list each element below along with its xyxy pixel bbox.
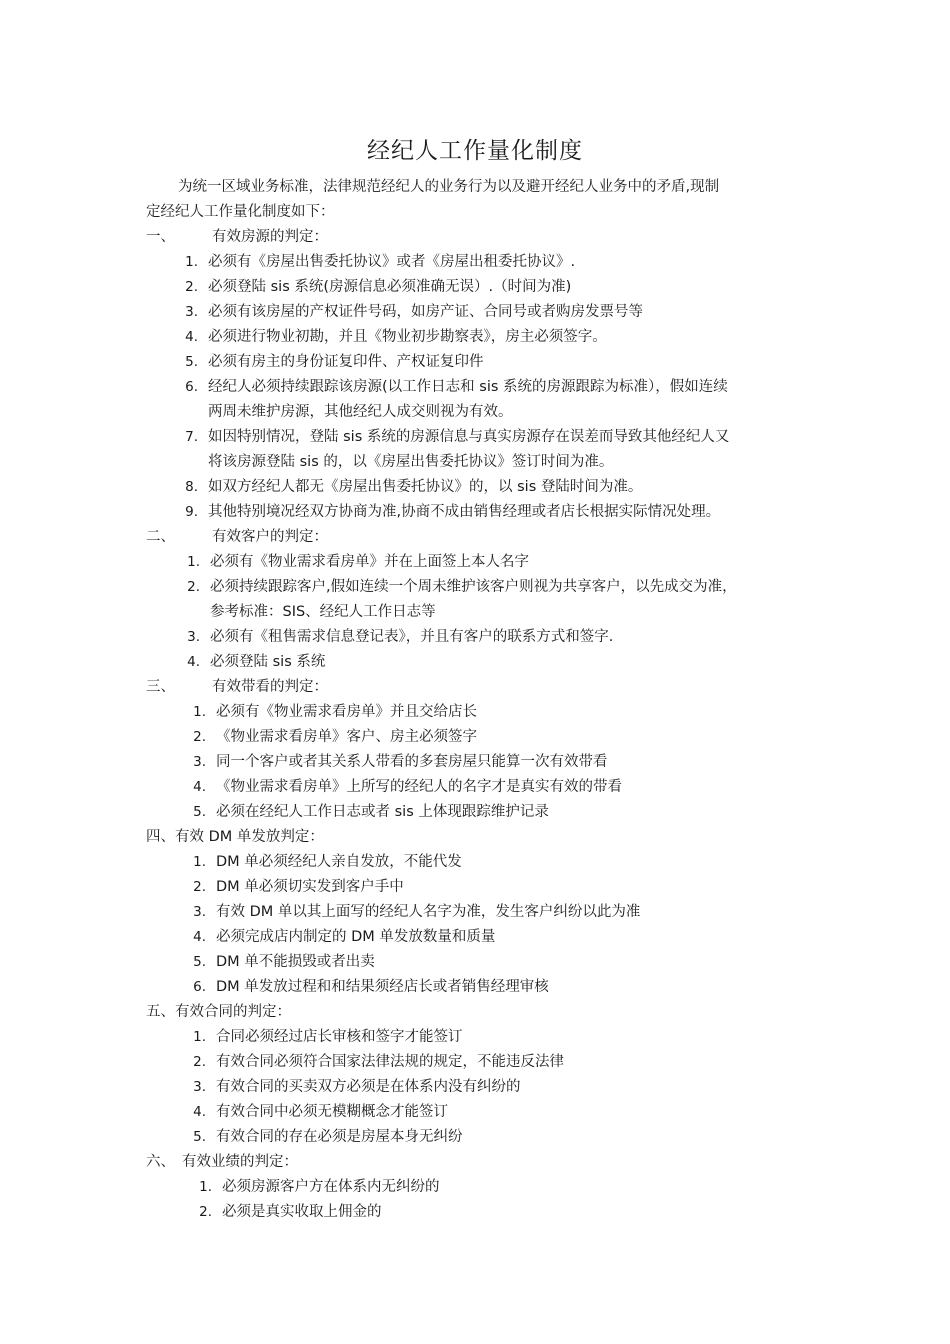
item-text: 其他特别境况经双方协商为准,协商不成由销售经理或者店长根据实际情况处理。 [208, 504, 721, 520]
item-number: 4. [193, 1104, 206, 1120]
item-number: 2. [193, 729, 206, 745]
intro-line-1: 为统一区域业务标准，法律规范经纪人的业务行为以及避开经纪人业务中的矛盾,现制 [178, 179, 720, 195]
item-number: 1. [193, 704, 206, 720]
section-number: 一、 [146, 229, 175, 245]
item-text: 必须完成店内制定的 DM 单发放数量和质量 [216, 929, 496, 945]
item-number: 1. [193, 854, 206, 870]
section-number: 三、 [146, 679, 175, 695]
item-text: 合同必须经过店长审核和签字才能签订 [216, 1029, 463, 1045]
item-number: 6. [193, 979, 206, 995]
item-number: 5. [193, 804, 206, 820]
item-text: 有效合同中必须无模糊概念才能签订 [216, 1104, 448, 1120]
item-number: 5. [185, 354, 198, 370]
section-title: 有效合同的判定： [175, 1004, 291, 1020]
item-number: 3. [193, 1079, 206, 1095]
item-number: 4. [193, 779, 206, 795]
section-heading [146, 675, 328, 700]
item-text: 参考标准：SIS、经纪人工作日志等 [210, 604, 436, 620]
item-number: 2. [187, 579, 200, 595]
item-text: 必须有《房屋出售委托协议》或者《房屋出租委托协议》. [208, 254, 576, 270]
section-heading [146, 1000, 291, 1025]
item-number: 3. [193, 904, 206, 920]
item-number: 3. [185, 304, 198, 320]
item-number: 4. [193, 929, 206, 945]
item-number: 5. [193, 1129, 206, 1145]
item-text: DM 单必须经纪人亲自发放，不能代发 [216, 854, 462, 870]
section-title: 有效房源的判定： [212, 229, 328, 245]
item-text: 必须有《物业需求看房单》并在上面签上本人名字 [210, 554, 529, 570]
document-title: 经纪人工作量化制度 [367, 138, 583, 164]
item-text: 如双方经纪人都无《房屋出售委托协议》的，以 sis 登陆时间为准。 [208, 479, 643, 495]
section-number: 四、 [146, 829, 175, 845]
item-number: 3. [187, 629, 200, 645]
item-text: 将该房源登陆 sis 的，以《房屋出售委托协议》签订时间为准。 [208, 454, 614, 470]
section-title: 有效 DM 单发放判定： [175, 829, 324, 845]
item-text: 有效合同必须符合国家法律法规的规定，不能违反法律 [216, 1054, 564, 1070]
item-number: 4. [185, 329, 198, 345]
item-text: 必须登陆 sis 系统(房源信息必须准确无误）.（时间为准) [208, 279, 572, 295]
item-text: 如因特别情况，登陆 sis 系统的房源信息与真实房源存在误差而导致其他经纪人又 [208, 429, 730, 445]
section-heading [146, 825, 324, 850]
item-text: 有效 DM 单以其上面写的经纪人名字为准，发生客户纠纷以此为准 [216, 904, 641, 920]
item-text: 必须是真实收取上佣金的 [222, 1204, 382, 1220]
item-text: 必须有《物业需求看房单》并且交给店长 [216, 704, 477, 720]
item-text: 有效合同的买卖双方必须是在体系内没有纠纷的 [216, 1079, 521, 1095]
item-text: DM 单必须切实发到客户手中 [216, 879, 404, 895]
item-text: 经纪人必须持续跟踪该房源(以工作日志和 sis 系统的房源跟踪为标准），假如连续 [208, 379, 728, 395]
item-text: 必须有该房屋的产权证件号码，如房产证、合同号或者购房发票号等 [208, 304, 643, 320]
item-text: 必须有房主的身份证复印件、产权证复印件 [208, 354, 484, 370]
item-text: DM 单发放过程和和结果须经店长或者销售经理审核 [216, 979, 549, 995]
section-heading [146, 525, 328, 550]
section-number: 五、 [146, 1004, 175, 1020]
item-number: 4. [187, 654, 200, 670]
item-text: 必须有《租售需求信息登记表》，并且有客户的联系方式和签字. [210, 629, 614, 645]
section-title: 有效业绩的判定： [182, 1154, 298, 1170]
section-title: 有效客户的判定： [212, 529, 328, 545]
item-number: 1. [187, 554, 200, 570]
item-number: 2. [199, 1204, 212, 1220]
item-text: 有效合同的存在必须是房屋本身无纠纷 [216, 1129, 463, 1145]
item-text: 《物业需求看房单》上所写的经纪人的名字才是真实有效的带看 [216, 779, 622, 795]
item-text: 必须在经纪人工作日志或者 sis 上体现跟踪维护记录 [216, 804, 549, 820]
item-text: 必须房源客户方在体系内无纠纷的 [222, 1179, 440, 1195]
item-text: DM 单不能损毁或者出卖 [216, 954, 375, 970]
item-number: 2. [185, 279, 198, 295]
item-text: 必须持续跟踪客户,假如连续一个周未维护该客户则视为共享客户，以先成交为准， [210, 579, 737, 595]
section-number: 二、 [146, 529, 175, 545]
item-number: 7. [185, 429, 198, 445]
intro-line-2: 定经纪人工作量化制度如下： [146, 204, 335, 220]
item-number: 2. [193, 879, 206, 895]
item-text: 必须登陆 sis 系统 [210, 654, 326, 670]
item-number: 9. [185, 504, 198, 520]
item-text: 《物业需求看房单》客户、房主必须签字 [216, 729, 477, 745]
section-number: 六、 [146, 1154, 175, 1170]
item-number: 1. [193, 1029, 206, 1045]
item-number: 3. [193, 754, 206, 770]
item-text: 必须进行物业初勘，并且《物业初步勘察表》，房主必须签字。 [208, 329, 607, 345]
section-heading [146, 1150, 298, 1175]
item-number: 1. [199, 1179, 212, 1195]
item-number: 2. [193, 1054, 206, 1070]
section-title: 有效带看的判定： [212, 679, 328, 695]
section-heading [146, 225, 328, 250]
item-number: 5. [193, 954, 206, 970]
item-number: 6. [185, 379, 198, 395]
item-text: 同一个客户或者其关系人带看的多套房屋只能算一次有效带看 [216, 754, 608, 770]
item-text: 两周未维护房源，其他经纪人成交则视为有效。 [208, 404, 513, 420]
item-number: 1. [185, 254, 198, 270]
item-number: 8. [185, 479, 198, 495]
